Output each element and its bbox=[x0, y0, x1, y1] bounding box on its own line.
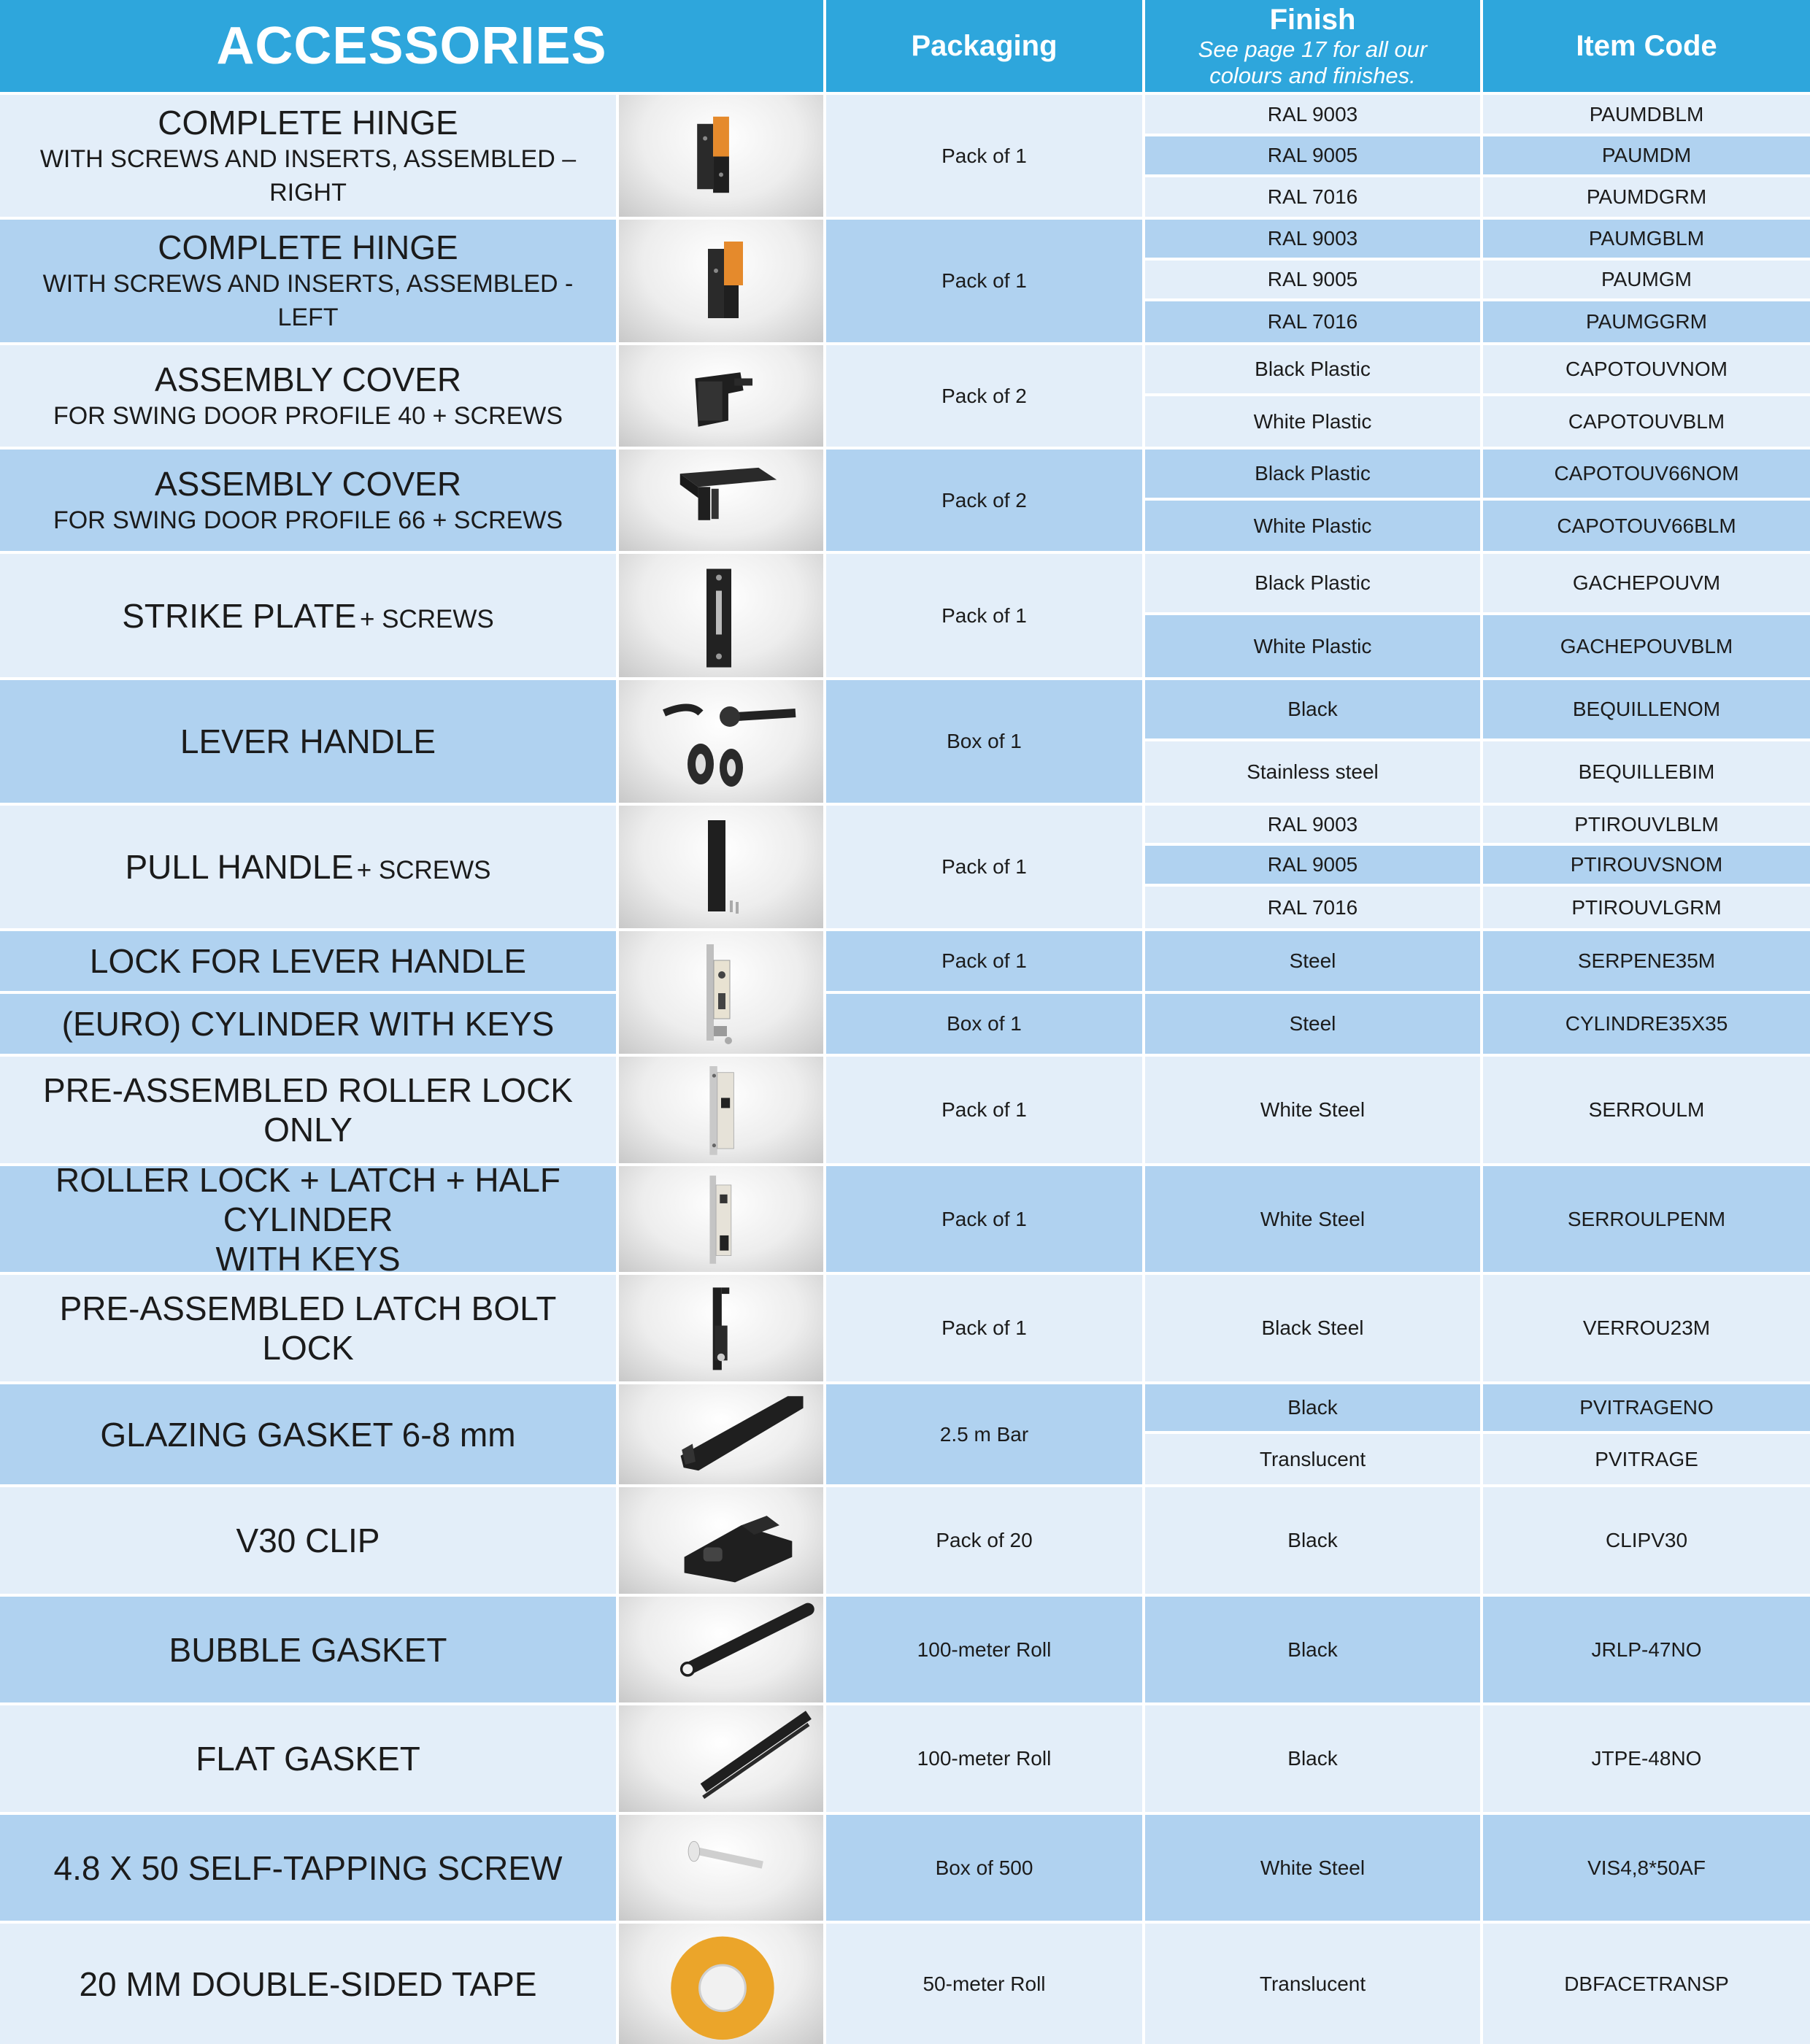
pull-handle-icon bbox=[620, 806, 822, 928]
product-name bbox=[0, 554, 616, 677]
finish-cell bbox=[1145, 1275, 1480, 1381]
product-name-line bbox=[90, 941, 526, 981]
product-name bbox=[0, 450, 616, 551]
item-code-cell bbox=[1483, 1597, 1810, 1702]
item-code-cell bbox=[1483, 554, 1810, 612]
item-code-text: CAPOTOUV66BLM bbox=[1557, 514, 1736, 537]
item-code-text: PAUMDBLM bbox=[1589, 102, 1704, 126]
item-code-cell bbox=[1483, 345, 1810, 393]
product-image bbox=[619, 450, 823, 551]
finish-cell bbox=[1145, 554, 1480, 612]
item-code-text: JTPE-48NO bbox=[1591, 1747, 1702, 1770]
product-name-line bbox=[196, 1739, 420, 1778]
finish-cell bbox=[1145, 994, 1480, 1054]
product-name-line bbox=[100, 1415, 515, 1454]
item-code-cell bbox=[1483, 396, 1810, 447]
finish-text: RAL 9005 bbox=[1267, 144, 1358, 166]
product-name-sub-line bbox=[15, 267, 601, 334]
finish-text: Black bbox=[1287, 1747, 1338, 1770]
finish-text: Black bbox=[1287, 1529, 1338, 1551]
hinge-right-icon bbox=[620, 95, 822, 217]
item-code-cell bbox=[1483, 1815, 1810, 1921]
item-code-text: CLIPV30 bbox=[1605, 1529, 1688, 1551]
finish-cell bbox=[1145, 887, 1480, 928]
item-code-cell bbox=[1483, 220, 1810, 258]
item-code-text: PAUMGBLM bbox=[1588, 227, 1705, 250]
item-code-text: PAUMDM bbox=[1601, 144, 1692, 166]
product-image bbox=[619, 1487, 823, 1594]
item-code-cell bbox=[1483, 1166, 1810, 1272]
product-name-main: LOCK FOR LEVER HANDLE bbox=[89, 942, 527, 980]
packaging-text: Pack of 1 bbox=[941, 269, 1027, 292]
packaging-text: Pack of 1 bbox=[941, 603, 1027, 627]
finish-cell bbox=[1145, 1597, 1480, 1702]
hinge-left-icon bbox=[620, 220, 822, 342]
finish-text: Steel bbox=[1289, 1012, 1336, 1035]
product-name bbox=[0, 1705, 616, 1812]
product-name-main: PULL HANDLE bbox=[125, 848, 354, 886]
product-name-line bbox=[15, 1166, 601, 1239]
packaging-cell bbox=[826, 1597, 1142, 1702]
product-name-line bbox=[15, 1289, 601, 1368]
item-code-cell bbox=[1483, 806, 1810, 843]
packaging-cell bbox=[826, 95, 1142, 217]
finish-cell bbox=[1145, 1487, 1480, 1594]
product-name-sub: WITH SCREWS AND INSERTS, ASSEMBLED – RIGHT bbox=[39, 144, 577, 207]
item-code-cell bbox=[1483, 887, 1810, 928]
packaging-header: Packaging bbox=[826, 0, 1142, 92]
finish-cell bbox=[1145, 931, 1480, 991]
roller-lock-latch-icon bbox=[620, 1166, 822, 1272]
finish-text: RAL 9003 bbox=[1267, 102, 1358, 126]
product-name bbox=[0, 1166, 616, 1272]
packaging-cell bbox=[826, 1057, 1142, 1163]
item-code-text: PAUMGM bbox=[1601, 268, 1692, 290]
finish-text: White Steel bbox=[1260, 1856, 1366, 1879]
product-name bbox=[0, 1924, 616, 2044]
item-code-cell bbox=[1483, 1487, 1810, 1594]
finish-cell bbox=[1145, 1166, 1480, 1272]
finish-header bbox=[1145, 0, 1480, 92]
product-name bbox=[0, 345, 616, 447]
product-name-main: STRIKE PLATE bbox=[122, 596, 357, 635]
packaging-cell bbox=[826, 680, 1142, 803]
finish-cell bbox=[1145, 345, 1480, 393]
assembly-cover-40-icon bbox=[620, 345, 822, 447]
finish-cell bbox=[1145, 1924, 1480, 2044]
product-name-main: PRE-ASSEMBLED ROLLER LOCK ONLY bbox=[42, 1071, 573, 1149]
finish-cell bbox=[1145, 1705, 1480, 1812]
finish-cell bbox=[1145, 615, 1480, 677]
item-code-text: JRLP-47NO bbox=[1591, 1638, 1702, 1661]
accessories-title: ACCESSORIES bbox=[0, 0, 823, 92]
finish-text: Black Steel bbox=[1261, 1316, 1364, 1339]
finish-text: RAL 7016 bbox=[1267, 895, 1358, 919]
product-name-main: FLAT GASKET bbox=[196, 1740, 420, 1778]
packaging-cell bbox=[826, 220, 1142, 342]
finish-cell bbox=[1145, 741, 1480, 803]
product-image bbox=[619, 1057, 823, 1163]
item-code-cell bbox=[1483, 261, 1810, 298]
product-name-sub: FOR SWING DOOR PROFILE 66 + SCREWS bbox=[53, 506, 563, 534]
finish-cell bbox=[1145, 680, 1480, 738]
item-code-cell bbox=[1483, 1434, 1810, 1484]
glazing-gasket-icon bbox=[620, 1384, 822, 1484]
item-code-text: CAPOTOUVBLM bbox=[1568, 409, 1725, 433]
finish-cell bbox=[1145, 1815, 1480, 1921]
finish-header-note: See page 17 for all our colours and finishes. bbox=[1198, 36, 1428, 88]
packaging-text: Pack of 1 bbox=[941, 1316, 1027, 1339]
packaging-cell bbox=[826, 1384, 1142, 1484]
finish-cell bbox=[1145, 1384, 1480, 1431]
product-name-main: GLAZING GASKET 6-8 mm bbox=[100, 1415, 516, 1454]
packaging-text: 100-meter Roll bbox=[917, 1747, 1052, 1770]
item-code-cell bbox=[1483, 177, 1810, 217]
finish-text: Black bbox=[1287, 698, 1338, 720]
finish-text: Translucent bbox=[1259, 1447, 1366, 1470]
item-code-text: VERROU23M bbox=[1582, 1316, 1711, 1339]
item-code-text: BEQUILLEBIM bbox=[1578, 760, 1715, 783]
product-name-line bbox=[126, 847, 491, 887]
product-image bbox=[619, 931, 823, 1054]
product-image bbox=[619, 1166, 823, 1272]
product-name-sub-line bbox=[53, 399, 563, 433]
item-code-text: SERPENE35M bbox=[1577, 949, 1716, 972]
item-code-cell bbox=[1483, 846, 1810, 884]
item-code-cell bbox=[1483, 1057, 1810, 1163]
product-image bbox=[619, 1597, 823, 1702]
product-name-sub: WITH SCREWS AND INSERTS, ASSEMBLED - LEFT bbox=[42, 270, 574, 331]
packaging-text: Pack of 1 bbox=[941, 144, 1027, 167]
packaging-text: 100-meter Roll bbox=[917, 1638, 1052, 1661]
packaging-text: Pack of 1 bbox=[941, 855, 1027, 878]
flat-gasket-icon bbox=[620, 1705, 822, 1812]
product-image bbox=[619, 1924, 823, 2044]
item-code-cell bbox=[1483, 1275, 1810, 1381]
product-name-main: (EURO) CYLINDER WITH KEYS bbox=[61, 1005, 555, 1043]
packaging-cell bbox=[826, 1166, 1142, 1272]
finish-cell bbox=[1145, 450, 1480, 498]
item-code-text: PAUMDGRM bbox=[1586, 185, 1707, 208]
product-name-main: ASSEMBLY COVER bbox=[154, 464, 462, 503]
finish-cell bbox=[1145, 220, 1480, 258]
product-name bbox=[0, 95, 616, 217]
product-name-line bbox=[79, 1964, 536, 2004]
packaging-cell bbox=[826, 994, 1142, 1054]
product-name-main: ROLLER LOCK + LATCH + HALF CYLINDER bbox=[55, 1166, 561, 1238]
item-code-cell bbox=[1483, 301, 1810, 342]
packaging-text: 2.5 m Bar bbox=[939, 1422, 1029, 1446]
product-name-line bbox=[15, 1071, 601, 1149]
product-image bbox=[619, 1815, 823, 1921]
product-name bbox=[0, 931, 616, 991]
bubble-gasket-icon bbox=[620, 1597, 822, 1702]
product-name-main: COMPLETE HINGE bbox=[158, 103, 458, 142]
item-code-text: BEQUILLENOM bbox=[1572, 698, 1721, 720]
v30-clip-icon bbox=[620, 1487, 822, 1594]
packaging-text: Pack of 1 bbox=[941, 1098, 1027, 1121]
screw-icon bbox=[620, 1815, 822, 1921]
finish-cell bbox=[1145, 95, 1480, 134]
product-name bbox=[0, 1597, 616, 1702]
item-code-text: PVITRAGE bbox=[1595, 1447, 1698, 1470]
finish-cell bbox=[1145, 396, 1480, 447]
packaging-cell bbox=[826, 450, 1142, 551]
item-code-cell bbox=[1483, 501, 1810, 551]
finish-cell bbox=[1145, 846, 1480, 884]
product-name-line bbox=[62, 1004, 555, 1044]
finish-text: Black bbox=[1287, 1396, 1338, 1419]
lever-handle-icon bbox=[620, 680, 822, 803]
packaging-cell bbox=[826, 1487, 1142, 1594]
item-code-text: CYLINDRE35X35 bbox=[1565, 1012, 1728, 1035]
product-image bbox=[619, 1705, 823, 1812]
product-name bbox=[0, 1275, 616, 1381]
packaging-cell bbox=[826, 1705, 1142, 1812]
packaging-cell bbox=[826, 1275, 1142, 1381]
product-name-main: 4.8 X 50 SELF-TAPPING SCREW bbox=[53, 1848, 563, 1887]
item-code-cell bbox=[1483, 615, 1810, 677]
finish-cell bbox=[1145, 806, 1480, 843]
item-code-text: SERROULM bbox=[1588, 1098, 1705, 1121]
product-name-main: PRE-ASSEMBLED LATCH BOLT LOCK bbox=[59, 1289, 557, 1367]
product-image bbox=[619, 554, 823, 677]
lock-icon bbox=[620, 931, 822, 1054]
product-name-main: BUBBLE GASKET bbox=[169, 1630, 447, 1669]
product-name-suffix: + SCREWS bbox=[359, 604, 494, 633]
finish-text: Black bbox=[1287, 1638, 1338, 1661]
finish-text: RAL 9003 bbox=[1267, 227, 1358, 250]
product-name-main: ASSEMBLY COVER bbox=[154, 360, 462, 398]
finish-cell bbox=[1145, 136, 1480, 174]
roller-lock-icon bbox=[620, 1057, 822, 1163]
finish-text: Black Plastic bbox=[1255, 462, 1371, 485]
finish-header-title: Finish bbox=[1269, 4, 1356, 36]
item-code-cell bbox=[1483, 450, 1810, 498]
latch-bolt-lock-icon bbox=[620, 1275, 822, 1381]
product-name-main: COMPLETE HINGE bbox=[158, 228, 458, 266]
item-code-cell bbox=[1483, 741, 1810, 803]
packaging-text: Pack of 1 bbox=[941, 1207, 1027, 1230]
product-name-line2-text: WITH KEYS bbox=[215, 1239, 401, 1272]
item-code-cell bbox=[1483, 931, 1810, 991]
packaging-text: Pack of 1 bbox=[941, 949, 1027, 972]
assembly-cover-66-icon bbox=[620, 450, 822, 551]
item-code-text: CAPOTOUV66NOM bbox=[1554, 462, 1739, 485]
product-image bbox=[619, 680, 823, 803]
item-code-cell bbox=[1483, 1705, 1810, 1812]
finish-text: RAL 9005 bbox=[1267, 268, 1358, 290]
product-image bbox=[619, 220, 823, 342]
finish-text: White Steel bbox=[1260, 1098, 1366, 1121]
product-name bbox=[0, 1057, 616, 1163]
product-name bbox=[0, 1384, 616, 1484]
product-name-main: V30 CLIP bbox=[236, 1522, 380, 1559]
product-name bbox=[0, 1815, 616, 1921]
product-name bbox=[0, 994, 616, 1054]
packaging-text: Pack of 20 bbox=[936, 1529, 1033, 1551]
item-code-text: CAPOTOUVNOM bbox=[1566, 358, 1728, 380]
finish-text: Black Plastic bbox=[1255, 571, 1371, 594]
packaging-cell bbox=[826, 806, 1142, 928]
product-name bbox=[0, 680, 616, 803]
packaging-cell bbox=[826, 1815, 1142, 1921]
packaging-cell bbox=[826, 345, 1142, 447]
packaging-text: 50-meter Roll bbox=[923, 1972, 1046, 1995]
product-name-main: 20 MM DOUBLE-SIDED TAPE bbox=[79, 1964, 537, 2003]
product-name-line bbox=[155, 464, 461, 504]
product-name-sub-line bbox=[15, 142, 601, 209]
product-image bbox=[619, 1275, 823, 1381]
packaging-cell bbox=[826, 931, 1142, 991]
item-code-cell bbox=[1483, 136, 1810, 174]
packaging-cell bbox=[826, 1924, 1142, 2044]
item-code-text: PTIROUVSNOM bbox=[1570, 853, 1723, 876]
item-code-cell bbox=[1483, 1384, 1810, 1431]
product-name-main: LEVER HANDLE bbox=[180, 722, 436, 760]
item-code-cell bbox=[1483, 1924, 1810, 2044]
finish-text: Black Plastic bbox=[1255, 358, 1371, 380]
finish-text: White Steel bbox=[1260, 1207, 1366, 1230]
finish-text: RAL 7016 bbox=[1267, 310, 1358, 333]
finish-cell bbox=[1145, 1057, 1480, 1163]
product-name bbox=[0, 806, 616, 928]
product-name-sub: FOR SWING DOOR PROFILE 40 + SCREWS bbox=[53, 401, 563, 430]
product-name-line bbox=[158, 103, 458, 142]
tape-roll-icon bbox=[620, 1924, 822, 2044]
item-code-text: PVITRAGENO bbox=[1579, 1396, 1714, 1419]
product-name-sub-line bbox=[53, 504, 563, 537]
product-name-line bbox=[53, 1848, 562, 1888]
item-code-cell bbox=[1483, 680, 1810, 738]
finish-text: Stainless steel bbox=[1247, 760, 1379, 783]
product-name bbox=[0, 220, 616, 342]
finish-text: White Plastic bbox=[1253, 409, 1372, 433]
item-code-text: GACHEPOUVBLM bbox=[1560, 634, 1733, 657]
packaging-cell bbox=[826, 554, 1142, 677]
packaging-text: Pack of 2 bbox=[941, 384, 1027, 407]
product-image bbox=[619, 95, 823, 217]
finish-text: RAL 9003 bbox=[1267, 812, 1358, 836]
product-name-line bbox=[122, 596, 494, 636]
finish-text: RAL 7016 bbox=[1267, 185, 1358, 208]
finish-text: White Plastic bbox=[1253, 514, 1372, 537]
finish-text: White Plastic bbox=[1253, 634, 1372, 657]
product-name-suffix: + SCREWS bbox=[356, 856, 491, 884]
product-name-line bbox=[158, 228, 458, 267]
product-name-line2 bbox=[215, 1239, 400, 1273]
product-name bbox=[0, 1487, 616, 1594]
item-code-header: Item Code bbox=[1483, 0, 1810, 92]
finish-text: Steel bbox=[1289, 949, 1336, 972]
finish-text: RAL 9005 bbox=[1267, 853, 1358, 876]
item-code-cell bbox=[1483, 994, 1810, 1054]
product-image bbox=[619, 806, 823, 928]
product-image bbox=[619, 345, 823, 447]
product-name-line bbox=[236, 1521, 380, 1560]
product-name-line bbox=[155, 360, 461, 399]
strike-plate-icon bbox=[620, 554, 822, 677]
packaging-text: Box of 1 bbox=[947, 730, 1022, 752]
item-code-text: VIS4,8*50AF bbox=[1587, 1856, 1706, 1879]
item-code-text: PTIROUVLGRM bbox=[1571, 895, 1722, 919]
packaging-text: Box of 500 bbox=[935, 1856, 1033, 1879]
item-code-text: SERROULPENM bbox=[1567, 1207, 1726, 1230]
item-code-text: PTIROUVLBLM bbox=[1574, 812, 1719, 836]
item-code-text: DBFACETRANSP bbox=[1564, 1972, 1729, 1995]
finish-cell bbox=[1145, 177, 1480, 217]
product-image bbox=[619, 1384, 823, 1484]
packaging-text: Pack of 2 bbox=[941, 488, 1027, 512]
item-code-cell bbox=[1483, 95, 1810, 134]
item-code-text: PAUMGGRM bbox=[1586, 310, 1707, 333]
product-name-line bbox=[180, 722, 436, 761]
finish-cell bbox=[1145, 501, 1480, 551]
finish-cell bbox=[1145, 1434, 1480, 1484]
item-code-text: GACHEPOUVM bbox=[1572, 571, 1721, 594]
finish-text: Translucent bbox=[1259, 1972, 1366, 1995]
packaging-text: Box of 1 bbox=[947, 1012, 1022, 1035]
product-name-line bbox=[169, 1630, 447, 1670]
finish-cell bbox=[1145, 261, 1480, 298]
finish-cell bbox=[1145, 301, 1480, 342]
